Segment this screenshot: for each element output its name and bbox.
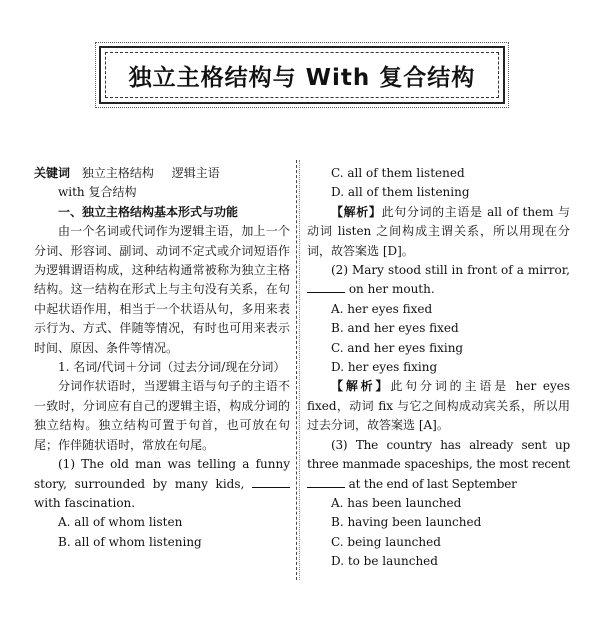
example-question bbox=[34, 455, 290, 513]
keyword-item: 逻辑主语 bbox=[171, 166, 220, 180]
analysis-paragraph bbox=[307, 203, 570, 261]
keyword-item: 独立主格结构 bbox=[81, 166, 154, 180]
option-item: C. and her eyes fixing bbox=[331, 340, 464, 355]
question-text: on her mouth. bbox=[348, 282, 435, 297]
title-frame bbox=[99, 46, 505, 104]
question bbox=[307, 261, 570, 300]
question-number: (1) bbox=[58, 457, 75, 472]
left-column bbox=[34, 164, 290, 552]
option-item: A. all of whom listen bbox=[58, 515, 183, 530]
answer-blank bbox=[252, 476, 290, 488]
question-text: (3) The country has already sent up three manmade spaceships, the most recent bbox=[307, 437, 570, 472]
paragraph: 由一个名词或代词作为逻辑主语，加上一个分词、形容词、副词、动词不定式或介词短语作为逻辑谓语构成，这种结构通常被称为独立主格结构。这一结构在形式上与主句没有关系，在句中起状语作用，相当于一个状语从句，多用来表示行为、方式、伴随等情况，有时也可用来表示时间、原因、条件等情况。 bbox=[34, 224, 290, 355]
analysis-text: 此句分词的主语是 her eyes fixed，动词 fix 与它之间构成动宾关系，所以用过去分词，故答案选 [A]。 bbox=[307, 379, 570, 433]
option-item: A. her eyes fixed bbox=[331, 301, 433, 316]
option-item: C. all of them listened bbox=[331, 166, 465, 180]
option-item: B. all of whom listening bbox=[58, 534, 202, 549]
question bbox=[307, 436, 570, 494]
analysis-paragraph bbox=[307, 377, 570, 435]
keywords-line bbox=[34, 164, 290, 183]
paragraph: 分词作状语时，当逻辑主语与句子的主语不一致时，分词应有自己的逻辑主语，构成分词的独立结构。独立结构可置于句首，也可放在句尾；作伴随状语时，常放在句尾。 bbox=[34, 379, 290, 452]
column-divider bbox=[296, 160, 303, 580]
analysis-text: 此句分词的主语是 all of them 与动词 listen 之间构成主谓关系，所以用现在分词，故答案选 [D]。 bbox=[307, 204, 570, 258]
analysis-label: 【解析】 bbox=[331, 379, 391, 394]
option-item: C. being launched bbox=[331, 534, 441, 549]
question-text: The old man was telling a funny story, surrounded by many kids, bbox=[34, 457, 290, 491]
option-item: D. her eyes fixing bbox=[331, 360, 438, 375]
option-item: B. and her eyes fixed bbox=[331, 321, 459, 336]
option-item: B. having been launched bbox=[331, 515, 482, 530]
option-item: D. to be launched bbox=[331, 554, 438, 569]
option-item: D. all of them listening bbox=[331, 185, 470, 200]
answer-blank bbox=[307, 281, 345, 293]
option-item: A. has been launched bbox=[331, 495, 462, 510]
section-heading: 一、独立主格结构基本形式与功能 bbox=[58, 204, 239, 219]
page-title: 独立主格结构与 With 复合结构 bbox=[128, 64, 476, 91]
subheading: 1. 名词/代词＋分词（过去分词/现在分词） bbox=[58, 360, 286, 375]
answer-blank bbox=[307, 476, 345, 488]
analysis-label: 【解析】 bbox=[331, 204, 382, 219]
right-column bbox=[307, 164, 570, 572]
question-text: (2) Mary stood still in front of a mirror, bbox=[331, 263, 570, 278]
question-text: at the end of last September bbox=[348, 476, 517, 491]
keywords-label: 关键词 bbox=[34, 166, 71, 180]
keyword-item: with 复合结构 bbox=[58, 185, 137, 200]
question-text: with fascination. bbox=[34, 495, 136, 510]
